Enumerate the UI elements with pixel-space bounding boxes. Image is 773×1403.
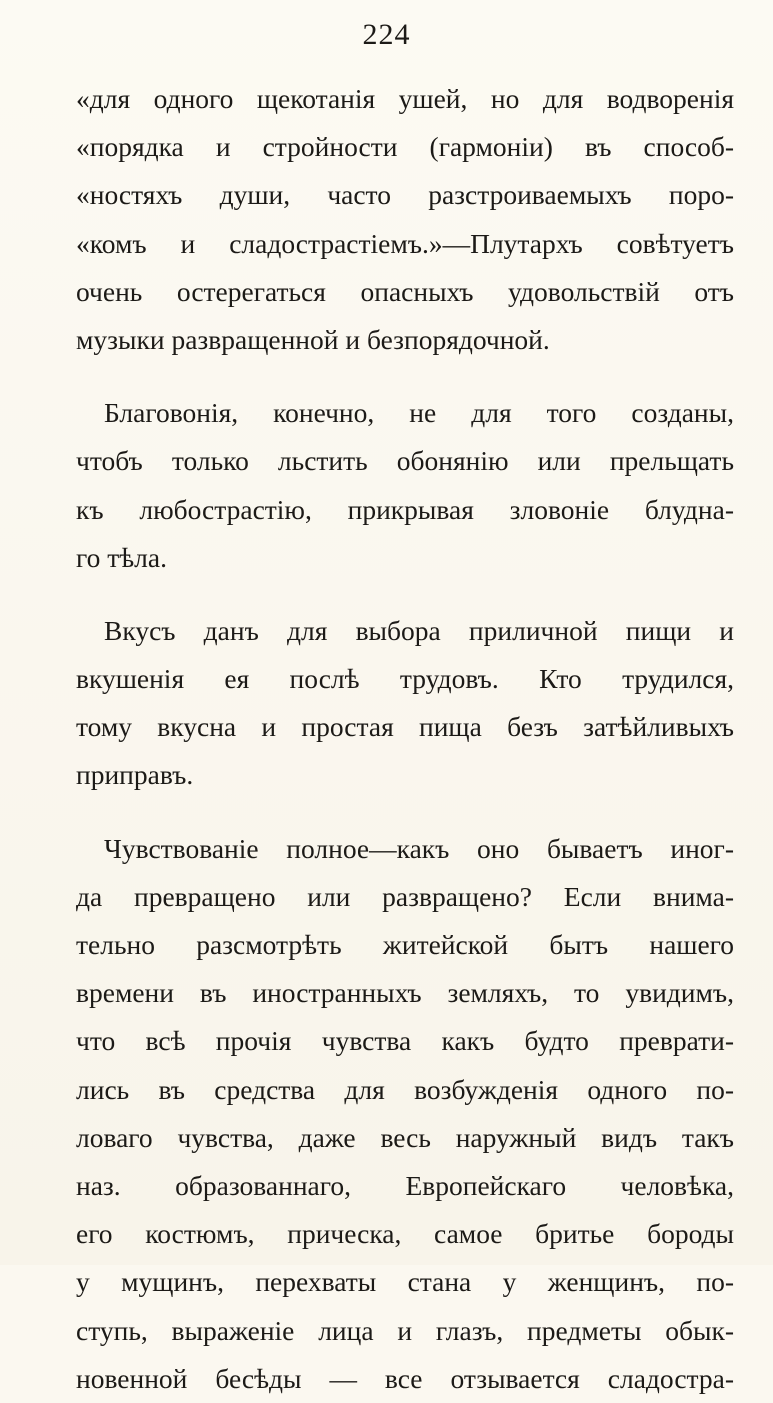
text-line: что всѣ прочія чувства какъ будто преврати- bbox=[76, 1025, 734, 1057]
text-line: ступь, выраженіе лица и глазъ, предметы обык- bbox=[76, 1314, 734, 1346]
text-line: приправъ. bbox=[76, 759, 194, 791]
text-line: «комъ и сладострастіемъ.»—Плутархъ совѣтуетъ bbox=[76, 227, 734, 259]
page-text bbox=[76, 75, 734, 1403]
text-line: къ любострастію, прикрывая зловоніе блудна- bbox=[76, 493, 734, 525]
text-line: тому вкусна и простая пища безъ затѣйливыхъ bbox=[76, 711, 734, 743]
text-line: вкушенія ея послѣ трудовъ. Кто трудился, bbox=[76, 663, 734, 695]
text-line: его костюмъ, прическа, самое бритье бороды bbox=[76, 1218, 734, 1250]
text-line: у мущинъ, перехваты стана у женщинъ, по- bbox=[76, 1266, 734, 1298]
text-line: го тѣла. bbox=[76, 541, 167, 573]
text-line: «порядка и стройности (гармоніи) въ способ- bbox=[76, 131, 734, 163]
text-line: «ностяхъ души, часто разстроиваемыхъ поро- bbox=[76, 179, 734, 211]
text-line: тельно разсмотрѣть житейской бытъ нашего bbox=[76, 929, 734, 960]
text-line: музыки развращенной и безпорядочной. bbox=[76, 323, 550, 355]
text-line: времени въ иностранныхъ земляхъ, то увидимъ, bbox=[76, 977, 734, 1009]
text-line: новенной бесѣды — все отзывается сладостра- bbox=[76, 1362, 734, 1394]
text-line: наз. образованнаго, Европейскаго человѣка, bbox=[76, 1169, 734, 1201]
text-line: лись въ средства для возбужденія одного по- bbox=[76, 1073, 734, 1105]
text-line: чтобъ только льстить обонянію или прельщать bbox=[76, 445, 734, 477]
text-line: Вкусъ данъ для выбора приличной пищи и bbox=[104, 614, 734, 646]
text-line: Благовонія, конечно, не для того созданы, bbox=[104, 397, 734, 429]
text-line: «для одного щекотанія ушей, но для водворенія bbox=[76, 83, 734, 114]
text-line: Чувствованіе полное—какъ оно бываетъ иног- bbox=[104, 832, 734, 864]
text-line: ловаго чувства, даже весь наружный видъ такъ bbox=[76, 1121, 734, 1153]
page-number: 224 bbox=[362, 18, 411, 51]
text-line: очень остерегаться опасныхъ удовольствій отъ bbox=[76, 275, 734, 307]
text-line: да превращено или развращено? Если внима- bbox=[76, 880, 734, 912]
